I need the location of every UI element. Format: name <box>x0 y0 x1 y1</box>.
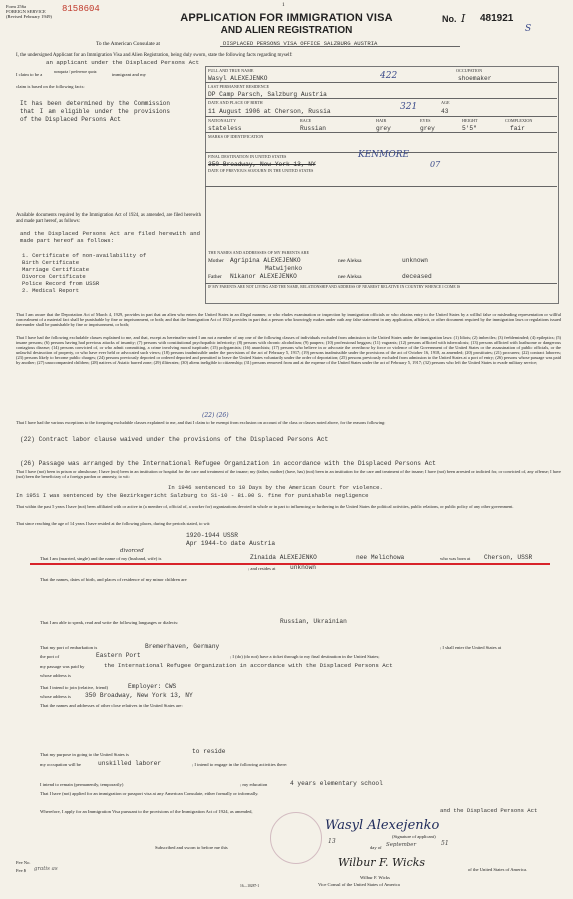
residence-history-1: 1920-1944 USSR <box>186 532 238 539</box>
applicant-signature: Wasyl Alexejenko <box>325 818 440 833</box>
handwritten-mark: S <box>525 24 532 34</box>
children-label: That the names, dates of birth, and places of residence of my minor children are <box>40 577 187 582</box>
deportation-paragraph: That I am aware that the Deportation Act of March 4, 1929, provides in part that an alien who enters the United States in an illegal manner, or who eludes examination or inspection by immigration officials or who obtains entry to the United States by a willful false or misleading representation or willful concealment of a material fact shall be punishable by fine or imprisonment, or both; and that the Immigration Act of 1924 provides in part that a person who knowingly makes under oath any false statement in any application, affidavit, or other document required by the immigration laws or regulations issued thereunder shall be punishable by fine or imprisonment, or both; <box>16 312 561 328</box>
residence-value: DP Camp Parsch, Salzburg Austria <box>208 91 327 98</box>
activities-label: ; I intend to engage in the following activities there: <box>192 762 288 767</box>
prison-typed-2: In 1951 I was sentenced by the Bezirksgericht Salzburg to S1-10 - 81.00 S. fine for punishable negligence <box>16 492 369 499</box>
port-value: Bremerhaven, Germany <box>145 643 220 650</box>
form-revised: (Revised February 1949) <box>6 14 52 19</box>
consul-name: Wilbur F. Wicks <box>360 875 390 880</box>
entry-port-prefix: the port of <box>40 654 60 659</box>
document-item: Divorce Certificate <box>22 273 86 280</box>
remain-label: I intend to remain (permanently, temporarily) <box>40 782 124 787</box>
passage-address-label: whose address is <box>40 673 71 678</box>
ticket-text: ; I (do) (do not) have a ticket through to my final destination in the United States; <box>230 654 380 659</box>
form-title-line1: APPLICATION FOR IMMIGRATION VISA <box>180 12 393 24</box>
destination-handwritten-2: 07 <box>430 160 441 169</box>
birth-handwritten: 321 <box>400 102 418 112</box>
prison-typed-1: In 1946 sentenced to 10 Days by the American Court for violence. <box>168 484 383 491</box>
document-item: Police Record from USSR <box>22 280 100 287</box>
spouse-prefix: That I am (married, single) and the name of my (husband, wife) is <box>40 556 162 561</box>
consul-title: Vice Consul of the United States of America <box>318 882 400 887</box>
wherefore-text: Wherefore, I apply for an Immigration Visa pursuant to the provisions of the Immigration Act of 1924, as amended, <box>40 809 253 814</box>
birth-label: DATE AND PLACE OF BIRTH <box>208 100 263 105</box>
father-value: Nikanor ALEXEJENKO <box>230 273 297 280</box>
birth-value: 11 August 1906 at Cherson, Russia <box>208 108 331 115</box>
mother-value: Agripina ALEXEJENKO <box>230 257 301 264</box>
intro-typed: an applicant under the Displaced Persons Act <box>46 59 200 66</box>
passage-value: the International Refugee Organization in accordance with the Displaced Persons Act <box>104 662 393 669</box>
intro-text: I, the undersigned Applicant for an Immigration Visa and Alien Registration, being duly sworn, state the following facts regarding myself: <box>16 53 293 58</box>
spouse-resides-label: ; and resides at <box>248 566 276 571</box>
complexion-label: COMPLEXION <box>505 118 533 123</box>
join-address-value: 350 Broadway, New York 13, NY <box>85 692 193 699</box>
form-number: Form 256a <box>6 4 27 9</box>
claim-prefix: I claim to be a <box>16 72 43 77</box>
nationality-value: stateless <box>208 125 242 132</box>
row-divider <box>205 82 557 83</box>
affiliation-paragraph: That within the past 5 years I have (not) been affiliated with or active in (a member of, official of, a worker for) organizations devoted in whole or in part to influencing or furthering in the United States the political activities, public relations, or public policy of any other government. <box>16 504 514 509</box>
day-of-label: day of <box>370 845 382 850</box>
subscribed-label: Subscribed and sworn to before me this <box>155 845 228 850</box>
father-address: deceased <box>402 273 432 280</box>
number-prefix: I <box>461 12 466 25</box>
father-label: Father <box>208 274 222 280</box>
fee-label: Fee $ <box>16 868 27 873</box>
name-value: Wasyl ALEXEJENKO <box>208 75 268 82</box>
join-label: That I intend to join (relative, friend) <box>40 685 108 690</box>
mother-nee: nee Aleksa <box>338 258 362 264</box>
future-occupation-label: my occupation will be <box>40 762 81 767</box>
form-title-line2: AND ALIEN REGISTRATION <box>220 25 353 36</box>
eyes-label: EYES <box>420 118 431 123</box>
destination-handwritten: KENMORE <box>358 150 410 160</box>
excludable-hand-numbers: (22) (26) <box>202 412 229 419</box>
wherefore-typed: and the Displaced Persons Act <box>440 807 538 814</box>
education-label: ; my education <box>240 782 268 787</box>
spouse-resides-value: unknown <box>290 564 316 571</box>
consulate-underline <box>220 46 460 47</box>
port-label: That my port of embarkation is <box>40 645 98 650</box>
purpose-label: That my purpose in going to the United States is <box>40 752 129 757</box>
documents-text: Available documents required by the Immigration Act of 1924, as amended, are filed herewith and made part hereof, as follows: <box>16 213 201 224</box>
exception-26: (26) Passage was arranged by the International Refugee Organization in accordance with the Displaced Persons Act <box>20 460 436 467</box>
claim-suffix: immigrant and my <box>112 72 146 77</box>
destination-value: 350 Broadway, New York 13, NY <box>208 161 316 168</box>
consulate-prefix: To the American Consulate at <box>96 41 160 47</box>
document-item: 1. Certificate of non-availability of <box>22 252 147 259</box>
row-divider <box>205 186 557 187</box>
exception-22: (22) Contract labor clause waived under the provisions of the Displaced Persons Act <box>20 436 329 443</box>
occupation-value: shoemaker <box>458 75 492 82</box>
height-value: 5'5" <box>462 125 477 132</box>
fee-number-label: Fee No. <box>16 860 31 865</box>
documents-typed: and the Displaced Persons Act are filed herewith and made part hereof as follows: <box>20 230 200 244</box>
spouse-handwritten: divorced <box>120 548 144 554</box>
nationality-label: NATIONALITY <box>208 118 237 123</box>
sojourn-label: DATE OF PREVIOUS SOJOURN IN THE UNITED STATES <box>208 168 314 173</box>
exceptions-paragraph: That I have had the various exceptions to the foregoing excludable classes explained to me, and that I claim to be exempt from exclusion on account of the class or classes noted above, for the reasons following: <box>16 420 386 425</box>
claim-line2: claim is based on the following facts: <box>16 84 85 89</box>
mother-label: Mother <box>208 258 224 264</box>
serial-number-stamp: 8158604 <box>62 4 100 14</box>
excludable-classes-paragraph: That I have had the following excludable classes explained to me, and that, except as hereinafter noted I am not a member of any one of the following classes of individuals excluded from admission to the United States under the immigration laws: (1) Idiots; (2) imbeciles; (3) feebleminded; (4) epileptics; (5) insane persons; (6) persons having had previous attacks of insanity; (7) persons with constitutional psychopathic inferiority; (8) persons with chronic alcoholism; (9) paupers; (10) professional beggars; (11) vagrants; (12) persons afflicted with tuberculosis; (13) persons afflicted with loathsome or dangerous contagious disease; (14) persons convicted of, or who admit committing, a crime involving moral turpitude; (15) polygamists; (16) anarchists; (17) persons who believe in or advocate the overthrow by force or violence of the Government of the United States or the assassination of public officials, or the unlawful destruction of property, or who have ever held or advocated such views; (18) persons inadmissible under the provisions of the act of February 5, 1917; (19) persons inadmissible under the provisions of the act of October 16, 1918, as amended; (20) prostitutes; (21) procurers; (22) contract laborers; (23) persons likely to become public charges; (24) persons previously deported or ordered deported and permitted to leave the United States voluntarily under the order of deportation; (25) persons previously excluded from admission to the United States at a port of entry; (26) persons whose passage was paid by another; (27) unaccompanied children; (28) natives of Asiatic barred zone; (29) illiterates; (30) aliens ineligible to citizenship; (31) persons removed from and at the expense of the United States under the act of February 5, 1917; (32) persons who left the United States to evade military service; <box>16 335 561 366</box>
sworn-day: 13 <box>328 838 336 845</box>
languages-value: Russian, Ukrainian <box>280 618 347 625</box>
hair-label: HAIR <box>376 118 387 123</box>
height-label: HEIGHT <box>462 118 478 123</box>
eyes-value: grey <box>420 125 435 132</box>
claim-options: nonquota / preference quota <box>54 70 97 74</box>
spouse-born-label: who was born at <box>440 556 471 561</box>
relative-label: IF MY PARENTS ARE NOT LIVING AND THE NAME, RELATIONSHIP AND ADDRESS OF NEAREST RELATIVE IN COUNTRY WHENCE I COME IS <box>208 285 461 289</box>
residence-history-2: Apr 1944-to date Austria <box>186 540 276 547</box>
sworn-month: September <box>386 842 417 848</box>
parents-label: THE NAMES AND ADDRESSES OF MY PARENTS ARE <box>208 250 310 255</box>
spouse-nee: nee Melichowa <box>356 554 405 561</box>
application-number: 481921 <box>480 13 514 24</box>
hair-value: grey <box>376 125 391 132</box>
name-handwritten: 422 <box>380 71 398 81</box>
consular-seal <box>270 812 322 864</box>
consulate-value: DISPLACED PERSONS VISA OFFICE SALZBURG AUSTRIA <box>223 40 378 47</box>
relatives-label: That the names and addresses of other close relatives in the United States are: <box>40 703 183 708</box>
document-item: Birth Certificate <box>22 259 80 266</box>
row-divider <box>205 116 557 117</box>
row-divider <box>205 98 557 99</box>
education-value: 4 years elementary school <box>290 780 383 787</box>
consul-signature: Wilbur F. Wicks <box>338 856 426 869</box>
signature-caption: (Signature of applicant) <box>392 834 436 839</box>
race-value: Russian <box>300 125 326 132</box>
prison-paragraph: That I have (not) been in prison or almshouse; I have (not) been in an institution or hospital for the care and treatment of the insane; my (father, mother) (have, has) (not) been in an institution for the care and treatment of the insane; I have (not) been arrested or indicted for, or convicted of, any offense; I have (not) been the beneficiary of a foreign pardon or amnesty, to wit: <box>16 469 561 480</box>
document-item: 2. Medical Report <box>22 287 80 294</box>
claim-facts: It has been determined by the Commission that I am eligible under the provisions of the Displaced Persons Act <box>20 100 170 123</box>
spouse-born-value: Cherson, USSR <box>484 554 533 561</box>
age-label: AGE <box>441 100 450 105</box>
form-service: FOREIGN SERVICE <box>6 9 46 14</box>
sworn-year: 51 <box>441 840 449 847</box>
age-value: 43 <box>441 108 449 115</box>
fee-value: gratis as <box>34 866 58 872</box>
mother-address: unknown <box>402 257 428 264</box>
spouse-name: Zinaida ALEXEJENKO <box>250 554 317 561</box>
marks-label: MARKS OF IDENTIFICATION <box>208 134 264 139</box>
print-code: 16—10287-1 <box>240 884 260 888</box>
row-divider <box>205 132 557 133</box>
of-us-label: of the United States of America. <box>468 867 528 872</box>
applied-label: That I have (not) applied for an immigration or passport visa at any American Consulate, either formally or informally. <box>40 791 259 796</box>
destination-label: FINAL DESTINATION IN UNITED STATES <box>208 154 287 159</box>
entry-port-value: Eastern Port <box>96 652 141 659</box>
join-address-label: whose address is <box>40 694 71 699</box>
future-occupation-value: unskilled laborer <box>98 760 162 767</box>
row-divider <box>205 283 557 284</box>
join-value: Employer: CWS <box>128 683 177 690</box>
page-mark: 1 <box>282 2 285 8</box>
father-nee: nee Aleksa <box>338 274 362 280</box>
residence-label: LAST PERMANENT RESIDENCE <box>208 84 270 89</box>
document-item: Marriage Certificate <box>22 266 90 273</box>
purpose-value: to reside <box>192 748 226 755</box>
number-label: No. <box>442 14 457 24</box>
complexion-value: fair <box>510 125 525 132</box>
residence-history-label: That since reaching the age of 14 years I have resided at the following places, during the periods stated, to wit: <box>16 521 211 526</box>
occupation-label: OCCUPATION <box>456 68 483 73</box>
passage-label: my passage was paid by <box>40 664 85 669</box>
enter-label: ; I shall enter the United States at <box>440 645 502 650</box>
race-label: RACE <box>300 118 312 123</box>
languages-label: That I am able to speak, read and write the following languages or dialects: <box>40 620 179 625</box>
mother-maiden: Matwijenko <box>265 265 303 272</box>
name-label: FULL AND TRUE NAME <box>208 68 254 73</box>
